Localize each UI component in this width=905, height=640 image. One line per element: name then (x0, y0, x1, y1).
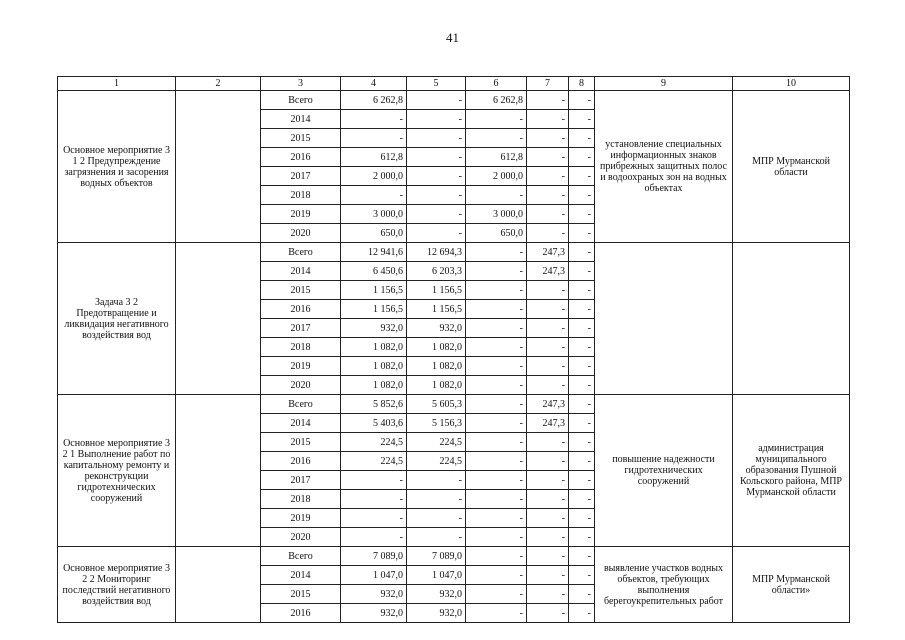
value-cell: - (407, 167, 466, 186)
total-value-cell: - (341, 186, 407, 205)
value-cell: - (466, 281, 527, 300)
total-value-cell: 5 852,6 (341, 395, 407, 414)
year-cell: 2014 (261, 110, 341, 129)
value-cell: - (407, 471, 466, 490)
total-value-cell: - (341, 490, 407, 509)
value-cell: - (407, 490, 466, 509)
year-cell: 2020 (261, 224, 341, 243)
total-value-cell: - (341, 528, 407, 547)
value-cell: - (466, 376, 527, 395)
value-cell: - (466, 243, 527, 262)
value-cell: - (407, 205, 466, 224)
value-cell: - (527, 91, 569, 110)
value-cell: - (569, 547, 595, 566)
total-value-cell: 1 082,0 (341, 357, 407, 376)
value-cell: 224,5 (407, 433, 466, 452)
value-cell: 247,3 (527, 414, 569, 433)
column-header: 10 (733, 77, 850, 91)
value-cell: - (466, 471, 527, 490)
value-cell: 2 000,0 (466, 167, 527, 186)
year-cell: 2014 (261, 262, 341, 281)
value-cell: - (569, 110, 595, 129)
value-cell: 1 047,0 (407, 566, 466, 585)
value-cell: 1 082,0 (407, 338, 466, 357)
year-cell: 2015 (261, 281, 341, 300)
value-cell: - (569, 300, 595, 319)
value-cell: - (466, 357, 527, 376)
total-value-cell: 5 403,6 (341, 414, 407, 433)
value-cell: - (569, 433, 595, 452)
year-cell: 2019 (261, 357, 341, 376)
measure-name: Основное мероприятие 3 2 2 Мониторинг последствий негативного воздействия вод (58, 547, 176, 623)
year-cell: 2020 (261, 376, 341, 395)
year-cell: Всего (261, 91, 341, 110)
value-cell: 932,0 (407, 319, 466, 338)
value-cell: - (466, 414, 527, 433)
year-cell: 2019 (261, 205, 341, 224)
year-cell: 2015 (261, 433, 341, 452)
value-cell: - (527, 148, 569, 167)
value-cell: - (569, 224, 595, 243)
value-cell: - (569, 243, 595, 262)
value-cell: - (569, 509, 595, 528)
column-2-cell (176, 91, 261, 243)
value-cell: - (569, 319, 595, 338)
value-cell: 1 082,0 (407, 376, 466, 395)
value-cell: 1 082,0 (407, 357, 466, 376)
year-cell: 2016 (261, 300, 341, 319)
value-cell: - (569, 281, 595, 300)
value-cell: - (527, 452, 569, 471)
value-cell: 247,3 (527, 262, 569, 281)
responsible-executor (733, 243, 850, 395)
column-header: 5 (407, 77, 466, 91)
value-cell: - (527, 376, 569, 395)
value-cell: - (407, 224, 466, 243)
value-cell: - (407, 186, 466, 205)
year-cell: Всего (261, 243, 341, 262)
total-value-cell: 1 156,5 (341, 300, 407, 319)
table-row (58, 91, 850, 110)
column-header: 9 (595, 77, 733, 91)
value-cell: - (569, 452, 595, 471)
value-cell: 6 203,3 (407, 262, 466, 281)
total-value-cell: 932,0 (341, 319, 407, 338)
year-cell: 2016 (261, 148, 341, 167)
value-cell: - (466, 395, 527, 414)
value-cell: - (527, 509, 569, 528)
expected-result: выявление участков водных объектов, требующих выполнения берегоукрепительных работ (595, 547, 733, 623)
value-cell: - (527, 338, 569, 357)
header-row (58, 77, 850, 91)
value-cell: 1 156,5 (407, 281, 466, 300)
value-cell: - (527, 433, 569, 452)
total-value-cell: - (341, 110, 407, 129)
responsible-executor: МПР Мурманской области» (733, 547, 850, 623)
measure-name: Задача 3 2 Предотвращение и ликвидация негативного воздействия вод (58, 243, 176, 395)
value-cell: 6 262,8 (466, 91, 527, 110)
value-cell: 932,0 (407, 604, 466, 623)
value-cell: - (527, 110, 569, 129)
value-cell: 650,0 (466, 224, 527, 243)
value-cell: - (527, 300, 569, 319)
total-value-cell: - (341, 129, 407, 148)
value-cell: - (466, 186, 527, 205)
total-value-cell: 6 450,6 (341, 262, 407, 281)
total-value-cell: 224,5 (341, 433, 407, 452)
value-cell: 7 089,0 (407, 547, 466, 566)
value-cell: - (569, 376, 595, 395)
column-header: 2 (176, 77, 261, 91)
value-cell: - (466, 262, 527, 281)
total-value-cell: 7 089,0 (341, 547, 407, 566)
total-value-cell: 2 000,0 (341, 167, 407, 186)
value-cell: - (407, 129, 466, 148)
total-value-cell: 1 082,0 (341, 338, 407, 357)
year-cell: 2018 (261, 186, 341, 205)
value-cell: 247,3 (527, 395, 569, 414)
value-cell: - (407, 528, 466, 547)
value-cell: - (466, 433, 527, 452)
value-cell: - (527, 186, 569, 205)
total-value-cell: 12 941,6 (341, 243, 407, 262)
value-cell: - (466, 547, 527, 566)
total-value-cell: 612,8 (341, 148, 407, 167)
value-cell: - (569, 357, 595, 376)
value-cell: - (466, 528, 527, 547)
value-cell: - (527, 528, 569, 547)
value-cell: 932,0 (407, 585, 466, 604)
value-cell: - (569, 471, 595, 490)
value-cell: - (527, 604, 569, 623)
expected-result: повышение надежности гидротехнических сооружений (595, 395, 733, 547)
value-cell: - (407, 148, 466, 167)
total-value-cell: 1 047,0 (341, 566, 407, 585)
year-cell: 2014 (261, 414, 341, 433)
value-cell: 247,3 (527, 243, 569, 262)
responsible-executor: МПР Мурманской области (733, 91, 850, 243)
value-cell: - (527, 471, 569, 490)
value-cell: 1 156,5 (407, 300, 466, 319)
total-value-cell: 932,0 (341, 585, 407, 604)
value-cell: 612,8 (466, 148, 527, 167)
total-value-cell: 650,0 (341, 224, 407, 243)
total-value-cell: 3 000,0 (341, 205, 407, 224)
value-cell: 3 000,0 (466, 205, 527, 224)
total-value-cell: 1 082,0 (341, 376, 407, 395)
value-cell: - (466, 509, 527, 528)
total-value-cell: - (341, 509, 407, 528)
value-cell: - (466, 452, 527, 471)
value-cell: 12 694,3 (407, 243, 466, 262)
year-cell: 2016 (261, 604, 341, 623)
value-cell: - (527, 547, 569, 566)
value-cell: - (466, 110, 527, 129)
value-cell: - (569, 205, 595, 224)
value-cell: - (466, 300, 527, 319)
table-row (58, 243, 850, 262)
column-header: 8 (569, 77, 595, 91)
value-cell: - (527, 205, 569, 224)
value-cell: - (527, 129, 569, 148)
value-cell: - (527, 566, 569, 585)
year-cell: 2016 (261, 452, 341, 471)
value-cell: - (569, 91, 595, 110)
total-value-cell: 932,0 (341, 604, 407, 623)
total-value-cell: 1 156,5 (341, 281, 407, 300)
measure-name: Основное мероприятие 3 2 1 Выполнение работ по капитальному ремонту и реконструкции гидротехнических сооружений (58, 395, 176, 547)
expected-result (595, 243, 733, 395)
column-2-cell (176, 395, 261, 547)
value-cell: - (569, 129, 595, 148)
value-cell: - (466, 566, 527, 585)
year-cell: Всего (261, 547, 341, 566)
value-cell: - (569, 528, 595, 547)
column-header: 1 (58, 77, 176, 91)
value-cell: - (527, 357, 569, 376)
total-value-cell: - (341, 471, 407, 490)
value-cell: - (569, 262, 595, 281)
year-cell: 2017 (261, 167, 341, 186)
value-cell: - (466, 604, 527, 623)
total-value-cell: 6 262,8 (341, 91, 407, 110)
year-cell: 2018 (261, 490, 341, 509)
year-cell: 2014 (261, 566, 341, 585)
value-cell: - (527, 167, 569, 186)
value-cell: - (569, 585, 595, 604)
year-cell: 2017 (261, 471, 341, 490)
total-value-cell: 224,5 (341, 452, 407, 471)
value-cell: 5 156,3 (407, 414, 466, 433)
value-cell: - (407, 91, 466, 110)
column-header: 4 (341, 77, 407, 91)
year-cell: Всего (261, 395, 341, 414)
year-cell: 2015 (261, 585, 341, 604)
value-cell: - (466, 338, 527, 357)
value-cell: 224,5 (407, 452, 466, 471)
value-cell: - (407, 509, 466, 528)
column-header: 7 (527, 77, 569, 91)
year-cell: 2020 (261, 528, 341, 547)
table-body (58, 77, 850, 623)
year-cell: 2018 (261, 338, 341, 357)
year-cell: 2015 (261, 129, 341, 148)
column-2-cell (176, 243, 261, 395)
value-cell: - (466, 319, 527, 338)
value-cell: - (527, 585, 569, 604)
column-2-cell (176, 547, 261, 623)
responsible-executor: администрация муниципального образования Пушной Кольского района, МПР Мурманской области (733, 395, 850, 547)
value-cell: - (569, 490, 595, 509)
value-cell: - (527, 319, 569, 338)
value-cell: - (569, 604, 595, 623)
value-cell: - (466, 490, 527, 509)
value-cell: - (569, 148, 595, 167)
expected-result: установление специальных информационных знаков прибрежных защитных полос и водоохраных зон на водных объектах (595, 91, 733, 243)
year-cell: 2017 (261, 319, 341, 338)
column-header: 3 (261, 77, 341, 91)
page-number: 41 (446, 30, 459, 45)
value-cell: - (527, 224, 569, 243)
value-cell: - (527, 281, 569, 300)
value-cell: - (569, 167, 595, 186)
column-header: 6 (466, 77, 527, 91)
budget-table (57, 76, 850, 623)
value-cell: - (407, 110, 466, 129)
value-cell: - (569, 338, 595, 357)
value-cell: - (466, 129, 527, 148)
year-cell: 2019 (261, 509, 341, 528)
value-cell: - (569, 186, 595, 205)
measure-name: Основное мероприятие 3 1 2 Предупреждение загрязнения и засорения водных объектов (58, 91, 176, 243)
value-cell: 5 605,3 (407, 395, 466, 414)
table-row (58, 547, 850, 566)
value-cell: - (569, 566, 595, 585)
table-row (58, 395, 850, 414)
value-cell: - (569, 414, 595, 433)
value-cell: - (569, 395, 595, 414)
value-cell: - (527, 490, 569, 509)
value-cell: - (466, 585, 527, 604)
